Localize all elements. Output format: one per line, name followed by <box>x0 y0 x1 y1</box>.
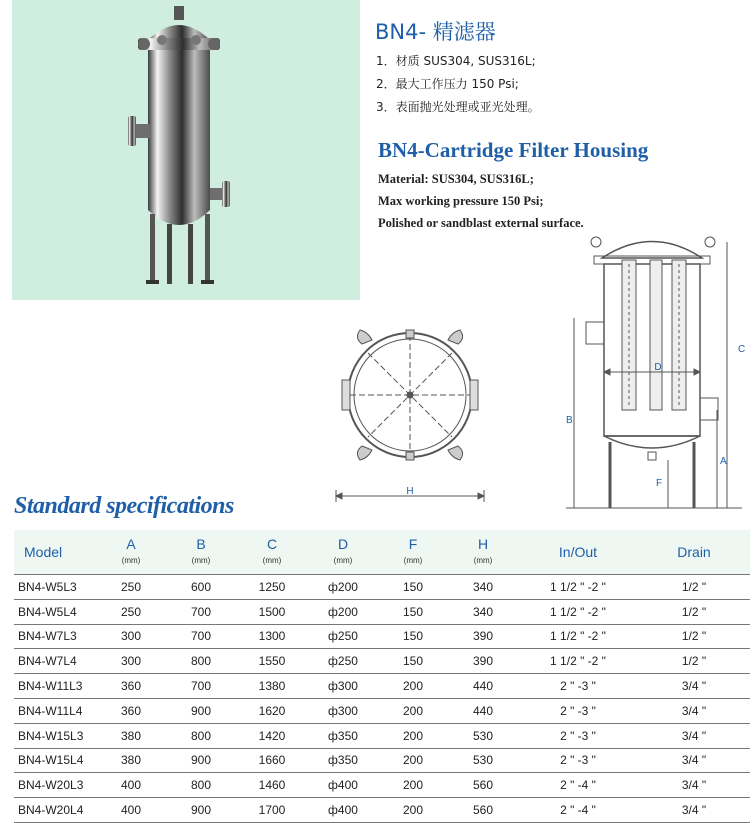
en-spec-item: Max working pressure 150 Psi; <box>378 194 544 208</box>
col-label: H <box>477 535 489 552</box>
table-cell: 1550 <box>236 649 308 674</box>
table-cell: 2 " -3 " <box>518 748 638 773</box>
table-cell: 1500 <box>236 599 308 624</box>
model-cell: BN4-W7L3 <box>14 624 96 649</box>
table-cell: ф200 <box>308 599 378 624</box>
table-cell: 360 <box>96 674 166 699</box>
table-body <box>14 575 750 823</box>
col-header <box>96 530 166 575</box>
col-label: C <box>266 535 278 552</box>
model-cell: BN4-W20L4 <box>14 798 96 823</box>
table-cell: 2 " -4 " <box>518 773 638 798</box>
table-cell: 800 <box>166 723 236 748</box>
table-cell: 1380 <box>236 674 308 699</box>
table-row <box>14 723 750 748</box>
table-row <box>14 674 750 699</box>
table-cell: 600 <box>166 575 236 600</box>
table-cell: ф200 <box>308 575 378 600</box>
table-cell: 2 " -3 " <box>518 698 638 723</box>
table-cell: 150 <box>378 624 448 649</box>
table-cell: 380 <box>96 748 166 773</box>
table-cell: 400 <box>96 773 166 798</box>
table-cell: 1 1/2 " -2 " <box>518 575 638 600</box>
col-label: Drain <box>677 544 711 560</box>
table-cell: ф300 <box>308 674 378 699</box>
spec-table <box>14 530 750 823</box>
col-label: Model <box>24 544 63 560</box>
col-label: D <box>337 535 349 552</box>
col-header <box>378 530 448 575</box>
model-cell: BN4-W11L4 <box>14 698 96 723</box>
table-cell: 150 <box>378 575 448 600</box>
table-cell: 3/4 " <box>638 748 750 773</box>
table-cell: 1620 <box>236 698 308 723</box>
col-unit: (mm) <box>403 555 423 565</box>
table-row <box>14 748 750 773</box>
table-header-row <box>14 530 750 575</box>
table-cell: ф400 <box>308 798 378 823</box>
col-header <box>236 530 308 575</box>
model-cell: BN4-W11L3 <box>14 674 96 699</box>
table-cell: 440 <box>448 698 518 723</box>
col-label: F <box>408 535 418 552</box>
table-row <box>14 773 750 798</box>
table-cell: 530 <box>448 748 518 773</box>
en-spec-item: Polished or sandblast external surface. <box>378 216 584 230</box>
table-cell: 250 <box>96 599 166 624</box>
table-cell: 1300 <box>236 624 308 649</box>
table-cell: 3/4 " <box>638 773 750 798</box>
col-unit: (mm) <box>262 555 282 565</box>
en-title: BN4-Cartridge Filter Housing <box>378 138 649 162</box>
zh-spec-item: 3．表面抛光处理或亚光处理。 <box>376 100 540 114</box>
table-cell: 530 <box>448 723 518 748</box>
table-row <box>14 599 750 624</box>
table-cell: 150 <box>378 649 448 674</box>
table-cell: 200 <box>378 723 448 748</box>
col-header <box>14 530 96 575</box>
col-label: A <box>126 535 136 552</box>
zh-spec-list <box>376 52 540 121</box>
table-row <box>14 649 750 674</box>
table-cell: 200 <box>378 698 448 723</box>
label-b: B <box>566 415 573 426</box>
table-cell: 3/4 " <box>638 723 750 748</box>
label-a: A <box>720 456 727 467</box>
table-row <box>14 798 750 823</box>
table-cell: 900 <box>166 748 236 773</box>
table-cell: ф300 <box>308 698 378 723</box>
label-d: D <box>654 362 662 373</box>
zh-title: BN4- 精滤器 <box>375 20 496 44</box>
model-cell: BN4-W7L4 <box>14 649 96 674</box>
table-cell: 3/4 " <box>638 674 750 699</box>
zh-spec-item: 2．最大工作压力 150 Psi; <box>376 77 519 91</box>
top-view <box>336 330 484 502</box>
table-cell: 560 <box>448 798 518 823</box>
table-cell: 250 <box>96 575 166 600</box>
filter-housing-image <box>12 0 360 300</box>
table-cell: 2 " -3 " <box>518 723 638 748</box>
side-view <box>566 237 745 508</box>
table-row <box>14 575 750 600</box>
table-cell: 200 <box>378 748 448 773</box>
dimension-diagram <box>322 220 754 520</box>
col-unit: (mm) <box>191 555 211 565</box>
table-cell: 300 <box>96 649 166 674</box>
table-cell: 440 <box>448 674 518 699</box>
table-cell: 200 <box>378 674 448 699</box>
table-cell: 700 <box>166 624 236 649</box>
col-header <box>308 530 378 575</box>
table-cell: 300 <box>96 624 166 649</box>
table-cell: 560 <box>448 773 518 798</box>
table-cell: 900 <box>166 798 236 823</box>
col-header <box>448 530 518 575</box>
product-photo <box>12 0 360 300</box>
table-cell: 1 1/2 " -2 " <box>518 624 638 649</box>
col-unit: (mm) <box>333 555 353 565</box>
table-cell: 1660 <box>236 748 308 773</box>
table-cell: 700 <box>166 599 236 624</box>
table-cell: 1250 <box>236 575 308 600</box>
table-cell: ф350 <box>308 748 378 773</box>
en-spec-item: Material: SUS304, SUS316L; <box>378 172 534 186</box>
table-cell: 200 <box>378 773 448 798</box>
spec-title: Standard specifications <box>14 493 234 519</box>
model-cell: BN4-W5L3 <box>14 575 96 600</box>
table-cell: 800 <box>166 773 236 798</box>
label-f: F <box>656 478 663 489</box>
table-cell: 390 <box>448 649 518 674</box>
col-unit: (mm) <box>121 555 141 565</box>
table-cell: 2 " -3 " <box>518 674 638 699</box>
table-cell: ф250 <box>308 624 378 649</box>
col-header <box>518 530 638 575</box>
table-cell: 340 <box>448 575 518 600</box>
col-header <box>166 530 236 575</box>
col-header <box>638 530 750 575</box>
table-cell: 380 <box>96 723 166 748</box>
table-cell: 1 1/2 " -2 " <box>518 649 638 674</box>
table-cell: 700 <box>166 674 236 699</box>
technical-drawing <box>322 220 754 520</box>
label-c: C <box>738 344 746 355</box>
table-cell: 900 <box>166 698 236 723</box>
model-cell: BN4-W20L3 <box>14 773 96 798</box>
table-cell: ф350 <box>308 723 378 748</box>
table-cell: 1/2 " <box>638 599 750 624</box>
zh-spec-item: 1．材质 SUS304, SUS316L; <box>376 54 536 68</box>
col-label: In/Out <box>558 544 598 560</box>
table-cell: 1 1/2 " -2 " <box>518 599 638 624</box>
table-cell: ф400 <box>308 773 378 798</box>
table-cell: 1460 <box>236 773 308 798</box>
table-cell: 200 <box>378 798 448 823</box>
table-cell: 400 <box>96 798 166 823</box>
label-h: H <box>406 486 414 497</box>
table-cell: 1420 <box>236 723 308 748</box>
table-row <box>14 624 750 649</box>
table-cell: 1700 <box>236 798 308 823</box>
model-cell: BN4-W15L4 <box>14 748 96 773</box>
table-cell: 360 <box>96 698 166 723</box>
table-cell: 1/2 " <box>638 624 750 649</box>
model-cell: BN4-W5L4 <box>14 599 96 624</box>
col-label: B <box>196 535 206 552</box>
table-cell: 340 <box>448 599 518 624</box>
table-cell: 2 " -4 " <box>518 798 638 823</box>
model-cell: BN4-W15L3 <box>14 723 96 748</box>
table-cell: 3/4 " <box>638 798 750 823</box>
table-cell: 390 <box>448 624 518 649</box>
table-cell: ф250 <box>308 649 378 674</box>
table-cell: 150 <box>378 599 448 624</box>
table-row <box>14 698 750 723</box>
table-cell: 800 <box>166 649 236 674</box>
col-unit: (mm) <box>473 555 493 565</box>
table-cell: 1/2 " <box>638 649 750 674</box>
table-cell: 3/4 " <box>638 698 750 723</box>
table-cell: 1/2 " <box>638 575 750 600</box>
